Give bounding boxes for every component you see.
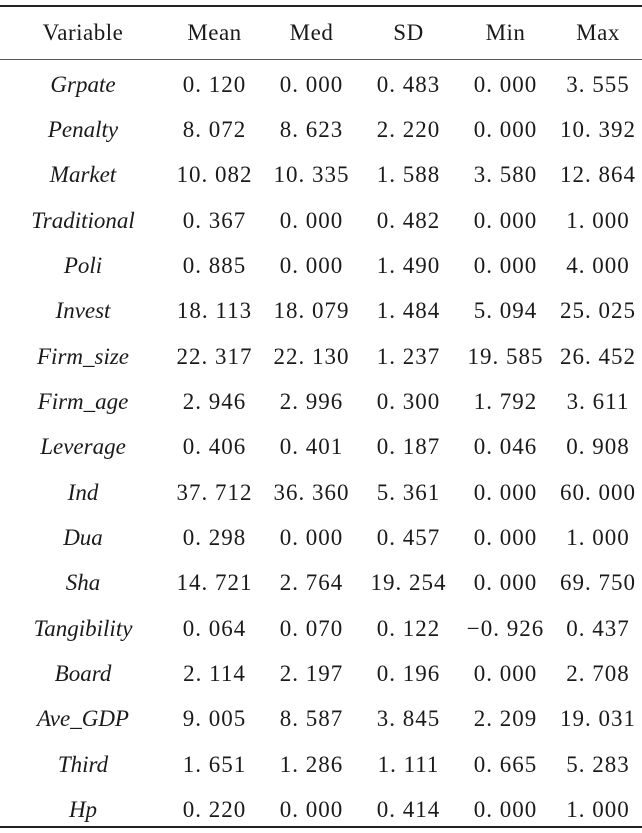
median-cell: 0. 000	[279, 525, 344, 551]
variable-name-cell: Traditional	[31, 207, 135, 233]
variable-name-cell: Market	[49, 162, 117, 188]
min-cell: 1. 792	[473, 389, 538, 415]
min-cell: 0. 665	[473, 751, 538, 777]
max-cell: 60. 000	[560, 479, 636, 505]
max-cell: 10. 392	[560, 117, 636, 143]
max-cell: 3. 611	[566, 389, 630, 415]
median-cell: 2. 197	[279, 661, 344, 687]
table-row	[0, 59, 642, 107]
median-cell: 0. 000	[279, 71, 344, 97]
table-row	[0, 153, 642, 198]
median-cell: 18. 079	[273, 298, 350, 324]
header-median: Med	[289, 20, 334, 45]
variable-name-cell: Ave_GDP	[37, 706, 129, 732]
table-row	[0, 243, 642, 288]
mean-cell: 37. 712	[176, 479, 253, 505]
median-cell: 8. 587	[279, 706, 344, 732]
sd-cell: 0. 414	[376, 797, 441, 823]
max-cell: 1. 000	[566, 207, 630, 233]
min-cell: 0. 000	[473, 71, 538, 97]
header-min: Min	[485, 20, 526, 45]
header-row	[0, 7, 642, 59]
sd-cell: 1. 490	[376, 253, 441, 279]
table-row	[0, 697, 642, 742]
table-row	[0, 425, 642, 470]
variable-name-cell: Poli	[63, 253, 103, 279]
table-row	[0, 334, 642, 379]
median-cell: 8. 623	[279, 117, 344, 143]
median-cell: 0. 000	[279, 207, 344, 233]
header-sd: SD	[393, 20, 424, 45]
table-body	[0, 59, 642, 833]
max-cell: 5. 283	[566, 751, 630, 777]
table-row	[0, 606, 642, 651]
sd-cell: 1. 588	[376, 162, 441, 188]
min-cell: 0. 000	[473, 525, 538, 551]
sd-cell: 0. 187	[376, 434, 441, 460]
variable-name-cell: Firm_size	[37, 343, 129, 369]
max-cell: 19. 031	[560, 706, 636, 732]
min-cell: 3. 580	[473, 162, 538, 188]
variable-name-cell: Third	[57, 751, 109, 777]
sd-cell: 19. 254	[370, 570, 447, 596]
descriptive-statistics-table	[0, 7, 642, 833]
max-cell: 26. 452	[560, 343, 636, 369]
min-cell: −0. 926	[466, 615, 545, 641]
table-row	[0, 651, 642, 696]
table-row	[0, 198, 642, 243]
sd-cell: 0. 482	[376, 207, 441, 233]
mean-cell: 14. 721	[176, 570, 253, 596]
mean-cell: 0. 064	[182, 615, 247, 641]
min-cell: 0. 000	[473, 117, 538, 143]
sd-cell: 0. 122	[376, 615, 441, 641]
min-cell: 0. 000	[473, 207, 538, 233]
table-row	[0, 107, 642, 152]
sd-cell: 0. 483	[376, 71, 441, 97]
mean-cell: 2. 946	[182, 389, 247, 415]
sd-cell: 0. 457	[376, 525, 441, 551]
table-row	[0, 742, 642, 787]
mean-cell: 10. 082	[176, 162, 253, 188]
median-cell: 1. 286	[279, 751, 344, 777]
min-cell: 0. 000	[473, 797, 538, 823]
max-cell: 12. 864	[560, 162, 636, 188]
sd-cell: 3. 845	[376, 706, 441, 732]
median-cell: 0. 070	[279, 615, 344, 641]
max-cell: 4. 000	[566, 253, 630, 279]
sd-cell: 1. 111	[377, 751, 440, 777]
mean-cell: 8. 072	[182, 117, 247, 143]
max-cell: 1. 000	[566, 525, 630, 551]
mean-cell: 18. 113	[176, 298, 253, 324]
median-cell: 10. 335	[273, 162, 350, 188]
median-cell: 36. 360	[273, 479, 350, 505]
min-cell: 0. 000	[473, 661, 538, 687]
table-row	[0, 379, 642, 424]
variable-name-cell: Penalty	[47, 117, 119, 143]
mean-cell: 0. 885	[182, 253, 247, 279]
mean-cell: 0. 406	[182, 434, 247, 460]
mean-cell: 9. 005	[182, 706, 247, 732]
variable-name-cell: Dua	[63, 525, 103, 551]
variable-name-cell: Firm_age	[37, 389, 129, 415]
mean-cell: 0. 298	[182, 525, 247, 551]
variable-name-cell: Leverage	[40, 434, 126, 460]
max-cell: 3. 555	[566, 71, 630, 97]
mean-cell: 0. 120	[182, 71, 247, 97]
variable-name-cell: Ind	[67, 479, 99, 505]
min-cell: 0. 000	[473, 253, 538, 279]
max-cell: 0. 437	[566, 615, 630, 641]
min-cell: 0. 046	[473, 434, 538, 460]
variable-name-cell: Sha	[65, 570, 101, 596]
variable-name-cell: Board	[54, 661, 112, 687]
variable-name-cell: Grpate	[50, 71, 116, 97]
sd-cell: 5. 361	[376, 479, 441, 505]
min-cell: 2. 209	[473, 706, 538, 732]
sd-cell: 0. 300	[376, 389, 441, 415]
max-cell: 69. 750	[560, 570, 636, 596]
median-cell: 0. 000	[279, 253, 344, 279]
variable-name-cell: Invest	[55, 298, 111, 324]
mean-cell: 22. 317	[176, 343, 253, 369]
max-cell: 25. 025	[560, 298, 636, 324]
min-cell: 5. 094	[473, 298, 538, 324]
table-row	[0, 515, 642, 560]
min-cell: 0. 000	[473, 570, 538, 596]
header-mean: Mean	[187, 20, 242, 45]
median-cell: 0. 401	[279, 434, 344, 460]
sd-cell: 0. 196	[376, 661, 441, 687]
min-cell: 19. 585	[467, 343, 544, 369]
variable-name-cell: Hp	[68, 797, 98, 823]
max-cell: 1. 000	[566, 797, 630, 823]
sd-cell: 1. 484	[376, 298, 441, 324]
median-cell: 2. 764	[279, 570, 344, 596]
median-cell: 2. 996	[279, 389, 344, 415]
max-cell: 2. 708	[566, 661, 630, 687]
header-max: Max	[576, 20, 620, 45]
table-row	[0, 561, 642, 606]
mean-cell: 2. 114	[183, 661, 246, 687]
mean-cell: 0. 367	[182, 207, 247, 233]
max-cell: 0. 908	[566, 434, 630, 460]
mean-cell: 0. 220	[182, 797, 247, 823]
sd-cell: 2. 220	[376, 117, 441, 143]
median-cell: 0. 000	[279, 797, 344, 823]
median-cell: 22. 130	[273, 343, 350, 369]
table-header	[0, 7, 642, 59]
variable-name-cell: Tangibility	[33, 615, 133, 641]
table-bottom-rule	[0, 826, 642, 828]
sd-cell: 1. 237	[376, 343, 441, 369]
mean-cell: 1. 651	[182, 751, 247, 777]
table-row	[0, 289, 642, 334]
min-cell: 0. 000	[473, 479, 538, 505]
table-row	[0, 470, 642, 515]
header-variable: Variable	[42, 20, 124, 45]
